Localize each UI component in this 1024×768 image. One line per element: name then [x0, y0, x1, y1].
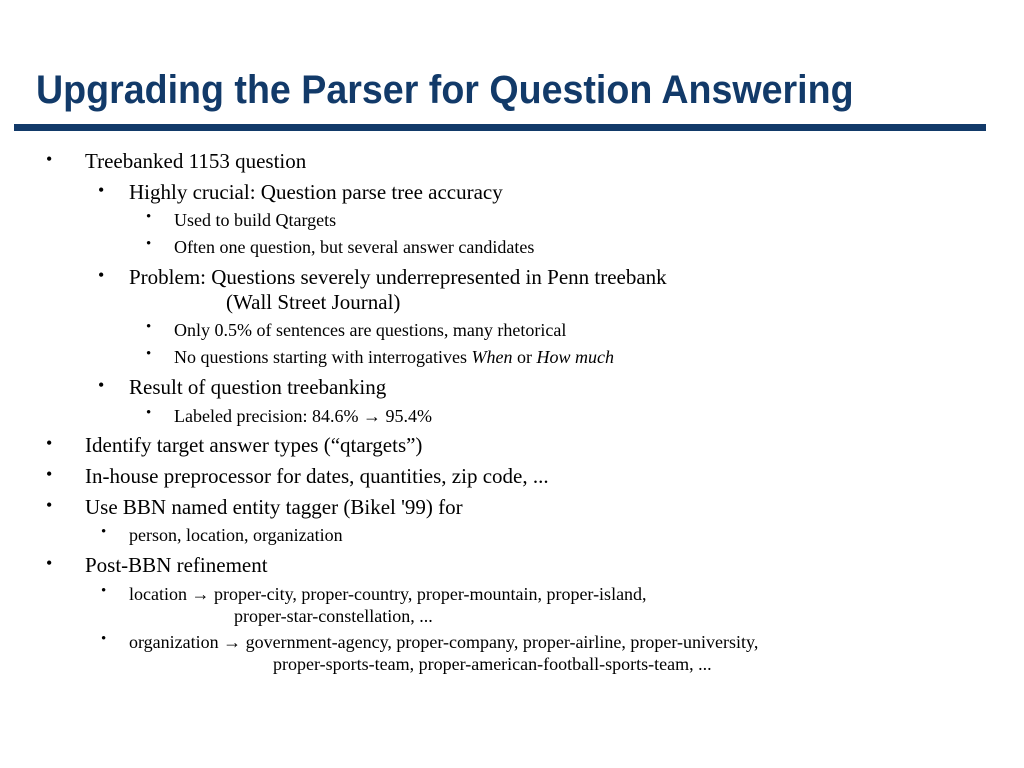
bullet-text: Highly crucial: Question parse tree accuracy [129, 180, 503, 204]
bullet-marker: • [146, 209, 152, 225]
bullet-text-prefix: No questions starting with interrogatives [174, 347, 472, 367]
bullet-text: Treebanked 1153 question [85, 149, 307, 173]
italic-how-much: How much [536, 347, 614, 367]
bullet-text: Labeled precision: 84.6% → 95.4% [174, 406, 432, 426]
bullet-text: Only 0.5% of sentences are questions, many rhetorical [174, 320, 567, 340]
bullet-marker: • [46, 149, 53, 169]
bullet-text: person, location, organization [129, 525, 343, 545]
bullet-marker: • [101, 524, 107, 540]
bullet-text: Identify target answer types (“qtargets”) [85, 433, 423, 457]
italic-when: When [471, 347, 513, 367]
bullet-text: Use BBN named entity tagger (Bikel '99) for [85, 495, 463, 519]
bullet-marker: • [46, 495, 53, 515]
bullet-text: organization → government-agency, proper-company, proper-airline, proper-university, [129, 632, 759, 652]
bullet-marker: • [146, 405, 152, 421]
slide-title: Upgrading the Parser for Question Answering [36, 68, 854, 112]
bullet-marker: • [146, 319, 152, 335]
bullet-text: Used to build Qtargets [174, 210, 337, 230]
bullet-location-continuation: proper-star-constellation, ... [234, 606, 433, 626]
bullet-labeled-precision [146, 405, 432, 427]
bullet-marker: • [101, 631, 107, 647]
bullet-text: location → proper-city, proper-country, proper-mountain, proper-island, [129, 584, 647, 604]
bullet-highly-crucial [98, 180, 503, 204]
bullet-treebanked [46, 149, 307, 173]
bullet-marker: • [46, 464, 53, 484]
bullet-post-bbn [46, 553, 268, 577]
bullet-text-or: or [512, 347, 537, 367]
bullet-result [98, 375, 387, 399]
bullet-marker: • [146, 236, 152, 252]
bullet-marker: • [46, 553, 53, 573]
bullet-location-refinement [101, 583, 647, 605]
bullet-marker: • [146, 346, 152, 362]
bullet-used-to-build [146, 209, 337, 231]
bullet-marker: • [46, 433, 53, 453]
bullet-marker: • [101, 583, 107, 599]
bullet-organization-refinement [101, 631, 759, 653]
bullet-text: Result of question treebanking [129, 375, 387, 399]
bullet-identify-target [46, 433, 423, 457]
bullet-no-questions [146, 346, 614, 368]
bullet-use-bbn [46, 495, 463, 519]
bullet-often-one-question [146, 236, 535, 258]
bullet-text: In-house preprocessor for dates, quantities, zip code, ... [85, 464, 549, 488]
bullet-organization-continuation: proper-sports-team, proper-american-football-sports-team, ... [273, 654, 712, 674]
bullet-text: Problem: Questions severely underrepresented in Penn treebank [129, 265, 667, 289]
bullet-problem [98, 265, 667, 289]
bullet-marker: • [98, 180, 105, 200]
bullet-text: Post-BBN refinement [85, 553, 268, 577]
title-rule [14, 124, 986, 131]
bullet-problem-continuation: (Wall Street Journal) [226, 290, 401, 314]
bullet-person-location [101, 524, 343, 546]
bullet-marker: • [98, 375, 105, 395]
bullet-text: Often one question, but several answer candidates [174, 237, 535, 257]
bullet-marker: • [98, 265, 105, 285]
bullet-in-house [46, 464, 549, 488]
bullet-only-percent [146, 319, 567, 341]
